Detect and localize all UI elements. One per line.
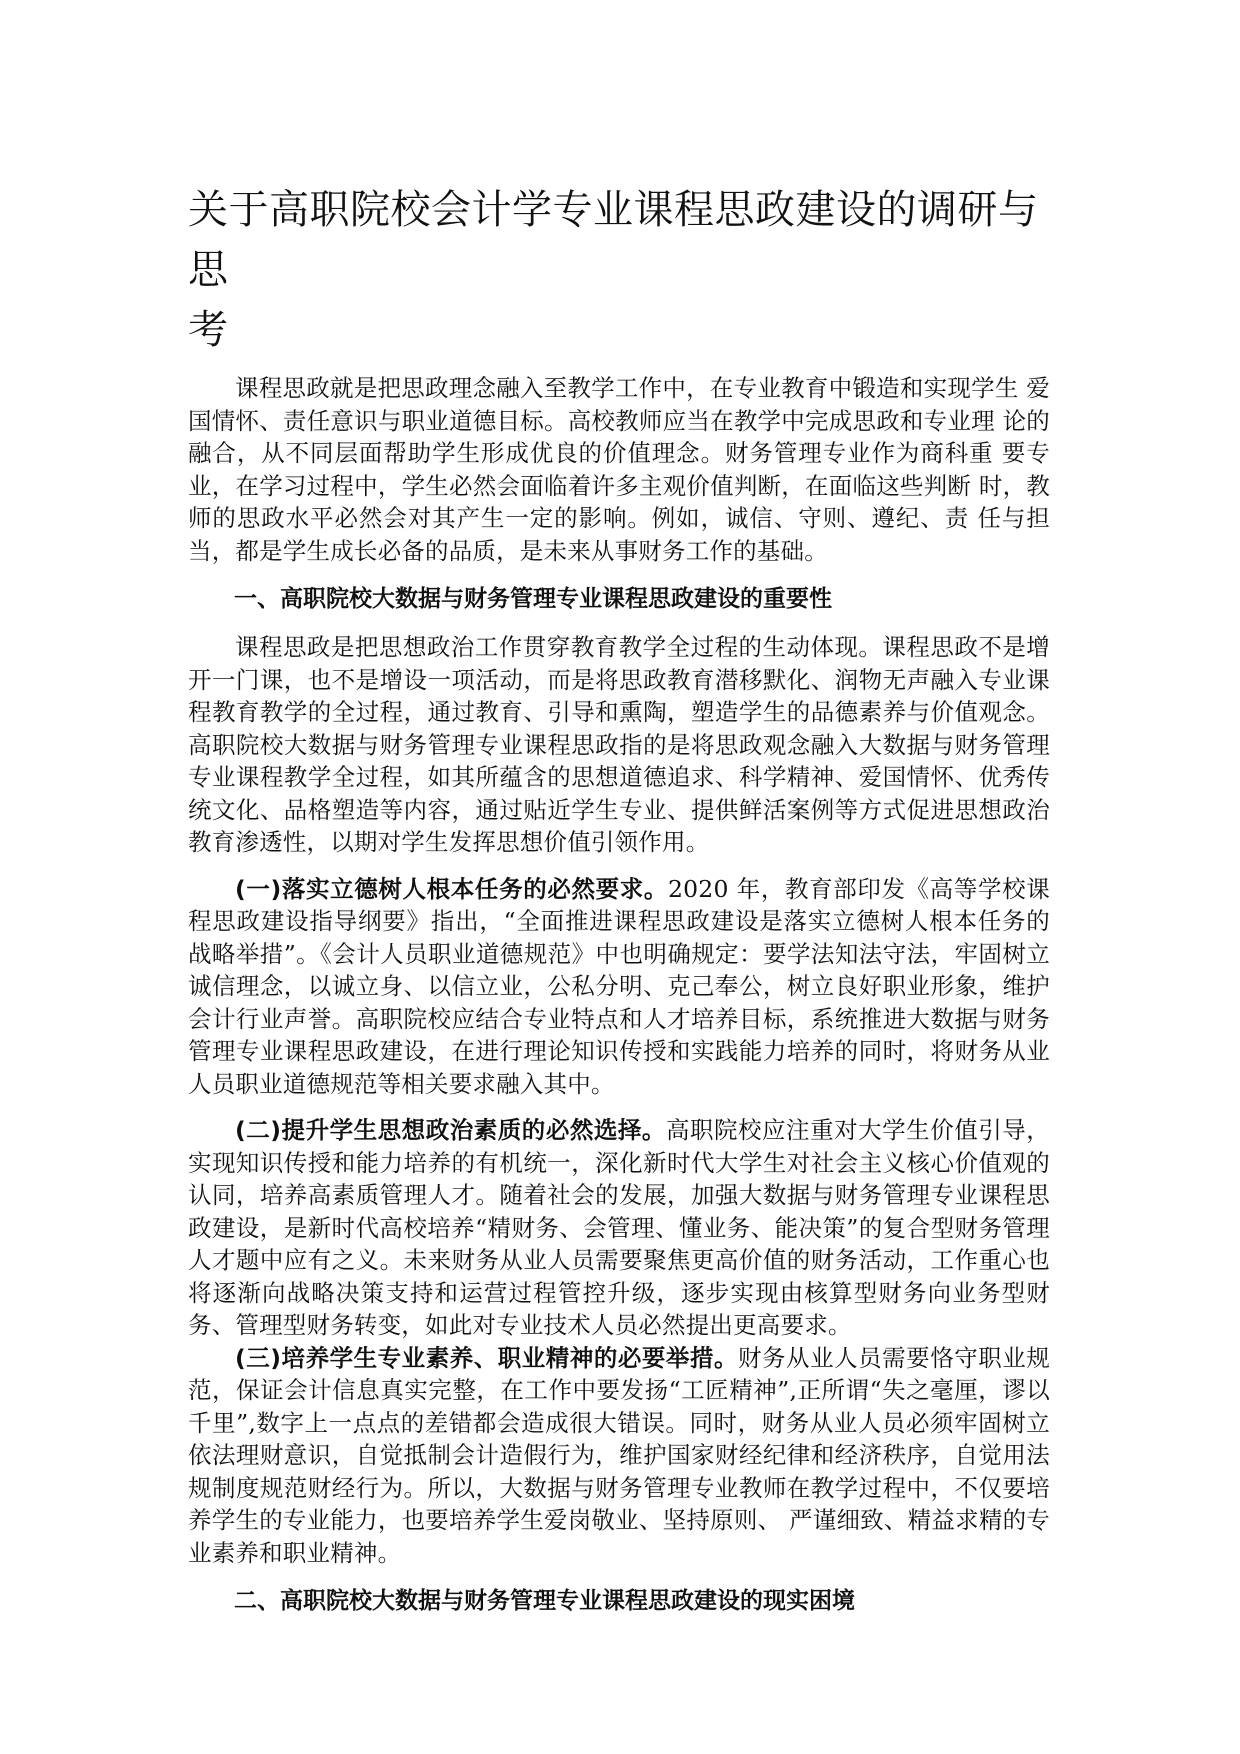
section-heading-2: 二、高职院校大数据与财务管理专业课程思政建设的现实困境	[234, 1588, 855, 1614]
point-2-paragraph	[188, 1114, 1050, 1342]
point-3-lead: (三)培养学生专业素养、职业精神的必要举措。	[235, 1343, 738, 1372]
section-1-paragraph: 课程思政是把思想政治工作贯穿教育教学全过程的生动体现。课程思政不是增开一门课，也不是增设一项活动，而是将思政教育潜移默化、润物无声融入专业课程教育教学的全过程，通过教育、引导和熏陶，塑造学生的品德素养与价值观念。高职院校大数据与财务管理专业课程思政指的是将思政观念融入大数据与财务管理专业课程教学全过程，如其所蕴含的思想道德追求、科学精神、爱国情怀、优秀传统文化、品格塑造等内容，通过贴近学生专业、提供鲜活案例等方式促进思想政治教育渗透性，以期对学生发挥思想价值引领作用。	[188, 633, 1050, 856]
section-heading-1: 一、高职院校大数据与财务管理专业课程思政建设的重要性	[234, 586, 832, 612]
intro-paragraph: 课程思政就是把思政理念融入至教学工作中，在专业教育中锻造和实现学生 爱国情怀、责任意识与职业道德目标。高校教师应当在教学中完成思政和专业理 论的融合，从不同层面帮助学生形成优良的价值理念。财务管理专业作为商科重 要专业，在学习过程中，学生必然会面临着许多主观价值判断，在面临这些判断 时，教师的思政水平必然会对其产生一定的影响。例如，诚信、守则、遵纪、责 任与担当，都是学生成长必备的品质，是未来从事财务工作的基础。	[188, 374, 1050, 565]
point-1-body: 2020 年，教育部印发《高等学校课程思政建设指导纲要》指出，“全面推进课程思政建设是落实立德树人根本任务的战略举措”。《会计人员职业道德规范》中也明确规定：要学法知法守法，牢固树立诚信理念，以诚立身、以信立业，公私分明、克己奉公，树立良好职业形象，维护会计行业声誉。高职院校应结合专业特点和人才培养目标，系统推进大数据与财务管理专业课程思政建设，在进行理论知识传授和实践能力培养的同时，将财务从业人员职业道德规范等相关要求融入其中。	[188, 874, 1050, 1098]
point-3-body: 财务从业人员需要恪守职业规范，保证会计信息真实完整，在工作中要发扬“工匠精神”,正所谓“失之毫厘，谬以千里”,数字上一点点的差错都会造成很大错误。同时，财务从业人员必须牢固树立依法理财意识，自觉抵制会计造假行为，维护国家财经纪律和经济秩序，自觉用法规制度规范财经行为。所以，大数据与财务管理专业教师在教学过程中，不仅要培养学生的专业能力，也要培养学生爱岗敬业、坚持原则、 严谨细致、精益求精的专业素养和职业精神。	[188, 1343, 1050, 1567]
document-title	[188, 180, 1050, 360]
point-2-lead: (二)提升学生思想政治素质的必然选择。	[235, 1116, 666, 1144]
point-3-paragraph	[188, 1342, 1050, 1570]
point-1-lead: (一)落实立德树人根本任务的必然要求。	[235, 874, 668, 903]
title-line-2: 考	[188, 307, 229, 353]
point-1-paragraph	[188, 873, 1050, 1101]
point-2-body: 高职院校应注重对大学生价值引导，实现知识传授和能力培养的有机统一，深化新时代大学生对社会主义核心价值观的认同，培养高素质管理人才。随着社会的发展，加强大数据与财务管理专业课程思政建设，是新时代高校培养“精财务、会管理、懂业务、能决策”的复合型财务管理人才题中应有之义。未来财务从业人员需要聚焦更高价值的财务活动，工作重心也将逐渐向战略决策支持和运营过程管控升级，逐步实现由核算型财务向业务型财务、管理型财务转变，如此对专业技术人员必然提出更高要求。	[188, 1116, 1050, 1339]
title-line-1: 关于高职院校会计学专业课程思政建设的调研与思	[188, 187, 1039, 293]
document-body	[188, 180, 1050, 1633]
